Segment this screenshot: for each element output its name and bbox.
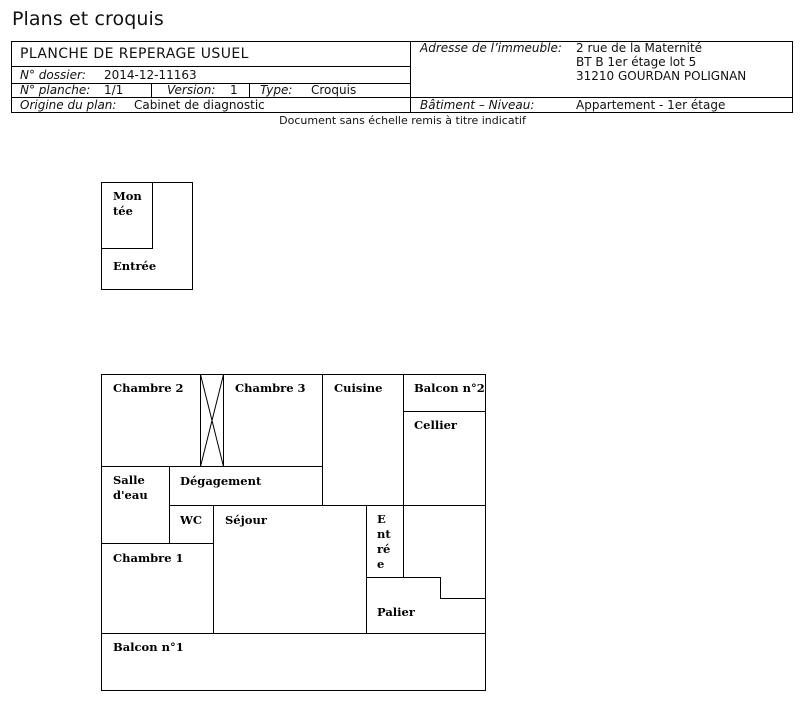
- balcon2-label: Balcon n°2: [414, 381, 485, 395]
- type-label: Type:: [260, 83, 293, 97]
- montee-label-2: tée: [113, 204, 133, 218]
- sejour-label: Séjour: [225, 513, 267, 527]
- salle-eau-label-1: Salle: [113, 473, 145, 487]
- chambre1-label: Chambre 1: [113, 551, 184, 565]
- scale-note: Document sans échelle remis à titre indicatif: [279, 114, 526, 127]
- balcon1-label: Balcon n°1: [113, 640, 184, 654]
- salle-eau-label-2: d'eau: [113, 488, 148, 502]
- entree-main-label-2: nt: [377, 527, 391, 541]
- chambre3-label: Chambre 3: [235, 381, 306, 395]
- origine-label: Origine du plan:: [20, 98, 117, 112]
- cellier-label: Cellier: [414, 418, 457, 432]
- montee-label-1: Mon: [113, 189, 142, 203]
- dossier-value: 2014-12-11163: [104, 68, 197, 82]
- dossier-label: N° dossier:: [20, 68, 86, 82]
- entree-main-label-1: E: [377, 512, 386, 526]
- adresse-line2: BT B 1er étage lot 5: [576, 55, 697, 69]
- page-title: Plans et croquis: [12, 8, 164, 30]
- batiment-label: Bâtiment – Niveau:: [420, 98, 535, 112]
- adresse-line3: 31210 GOURDAN POLIGNAN: [576, 69, 747, 83]
- degagement-label: Dégagement: [180, 474, 262, 488]
- closet-cross: [201, 375, 224, 467]
- palier-label: Palier: [377, 605, 415, 619]
- planche-label: N° planche:: [20, 83, 91, 97]
- planche-value: 1/1: [104, 83, 124, 97]
- wall-palier: [367, 578, 486, 599]
- entree-main-label-4: e: [377, 557, 385, 571]
- adresse-label: Adresse de l’immeuble:: [420, 41, 562, 55]
- adresse-line1: 2 rue de la Maternité: [576, 41, 703, 55]
- wc-label: WC: [180, 513, 203, 527]
- plan-top: [102, 183, 193, 290]
- chambre2-label: Chambre 2: [113, 381, 184, 395]
- origine-value: Cabinet de diagnostic: [134, 98, 265, 112]
- type-value: Croquis: [311, 83, 357, 97]
- entree-main-label-3: ré: [377, 542, 391, 556]
- version-label: Version:: [167, 83, 216, 97]
- batiment-value: Appartement - 1er étage: [576, 98, 726, 112]
- plan-main: [102, 375, 486, 691]
- sheet-title: PLANCHE DE REPERAGE USUEL: [20, 46, 249, 62]
- entree-label: Entrée: [113, 259, 157, 273]
- cuisine-label: Cuisine: [334, 381, 383, 395]
- version-value: 1: [230, 83, 238, 97]
